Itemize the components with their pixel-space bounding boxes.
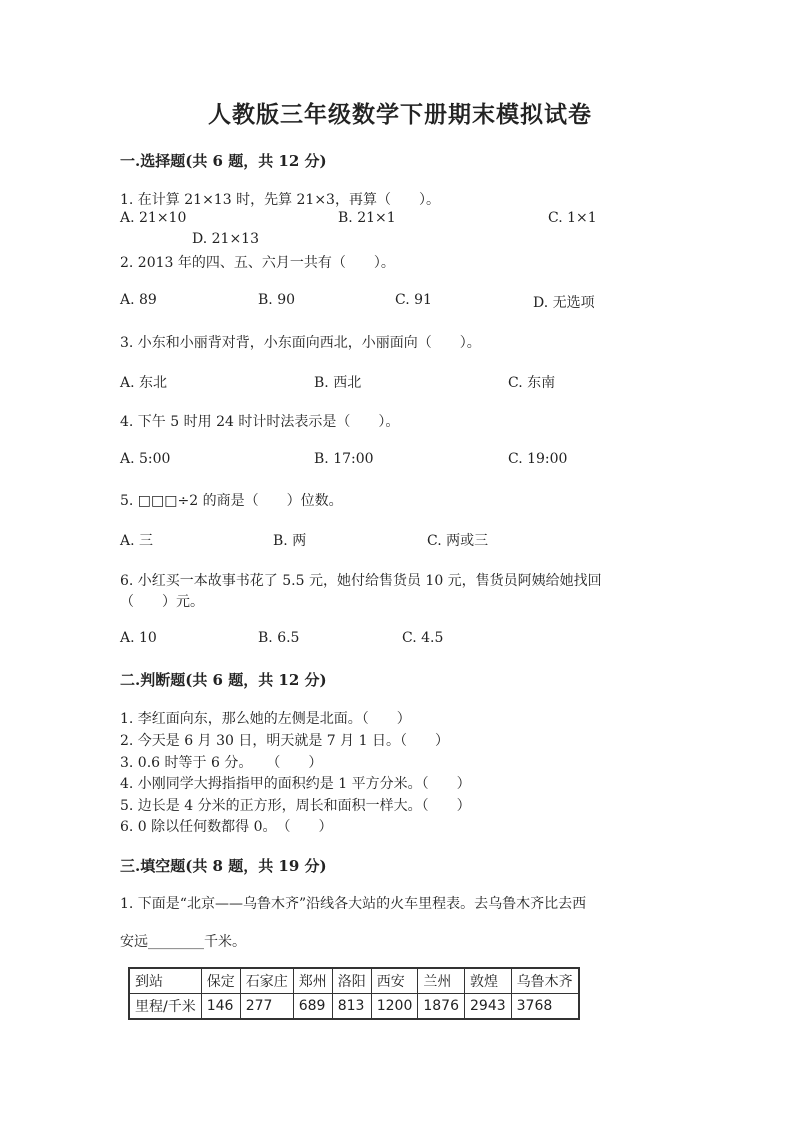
table-cell: 兰州	[418, 968, 465, 994]
question-stem: 4. 下午 5 时用 24 时计时法表示是（ ）。	[120, 414, 400, 430]
table-row-stations	[129, 968, 579, 994]
table-cell: 敦煌	[465, 968, 512, 994]
table-cell: 1200	[371, 994, 418, 1020]
table-row-distances	[129, 994, 579, 1020]
option-b: B. 90	[258, 292, 296, 308]
option-a: A. 89	[120, 292, 157, 308]
table-cell: 813	[332, 994, 371, 1020]
question-stem: 1. 下面是“北京——乌鲁木齐”沿线各大站的火车里程表。去乌鲁木齐比去西	[120, 896, 587, 912]
table-cell: 277	[240, 994, 293, 1020]
option-d: D. 21×13	[192, 231, 259, 247]
question-stem: 2. 2013 年的四、五、六月一共有（ ）。	[120, 255, 395, 271]
option-a: A. 10	[120, 630, 157, 646]
option-a: A. 三	[120, 533, 154, 549]
mileage-table	[128, 967, 580, 1020]
table-cell: 2943	[465, 994, 512, 1020]
option-b: B. 6.5	[258, 630, 300, 646]
option-c: C. 1×1	[548, 210, 597, 226]
question-stem-continued: 安远________千米。	[120, 934, 246, 950]
table-cell: 3768	[511, 994, 579, 1020]
option-a: A. 东北	[120, 375, 168, 391]
judgement-item: 4. 小刚同学大拇指指甲的面积约是 1 平方分米。（ ）	[120, 776, 471, 792]
option-b: B. 西北	[314, 375, 362, 391]
section-heading-judgement: 二.判断题(共 6 题，共 12 分)	[120, 671, 327, 689]
question-stem: 1. 在计算 21×13 时，先算 21×3，再算（ ）。	[120, 192, 440, 208]
option-a: A. 5:00	[120, 451, 171, 467]
question-stem: 6. 小红买一本故事书花了 5.5 元，她付给售货员 10 元，售货员阿姨给她找回	[120, 573, 602, 589]
option-c: C. 两或三	[427, 533, 489, 549]
table-cell: 里程/千米	[129, 994, 201, 1020]
judgement-item: 6. 0 除以任何数都得 0。 （ ）	[120, 819, 333, 835]
table-cell: 石家庄	[240, 968, 293, 994]
section-heading-fill-in: 三.填空题(共 8 题，共 19 分)	[120, 857, 327, 875]
option-c: C. 东南	[508, 375, 556, 391]
option-c: C. 4.5	[402, 630, 444, 646]
table-cell: 689	[293, 994, 332, 1020]
question-stem-continued: （ ）元。	[120, 594, 204, 610]
option-d: D. 无选项	[533, 295, 595, 311]
judgement-item: 3. 0.6 时等于 6 分。 （ ）	[120, 755, 323, 771]
table-cell: 洛阳	[332, 968, 371, 994]
table-cell: 乌鲁木齐	[511, 968, 579, 994]
option-b: B. 17:00	[314, 451, 374, 467]
option-c: C. 19:00	[508, 451, 568, 467]
section-heading-choice: 一.选择题(共 6 题，共 12 分)	[120, 152, 327, 170]
table-cell: 西安	[371, 968, 418, 994]
table-cell: 郑州	[293, 968, 332, 994]
judgement-item: 2. 今天是 6 月 30 日，明天就是 7 月 1 日。（ ）	[120, 733, 449, 749]
option-b: B. 21×1	[338, 210, 396, 226]
table-cell: 1876	[418, 994, 465, 1020]
judgement-item: 5. 边长是 4 分米的正方形，周长和面积一样大。（ ）	[120, 798, 471, 814]
option-c: C. 91	[395, 292, 432, 308]
page-title: 人教版三年级数学下册期末模拟试卷	[208, 101, 592, 128]
option-a: A. 21×10	[120, 210, 187, 226]
question-stem: 3. 小东和小丽背对背，小东面向西北，小丽面向（ ）。	[120, 335, 481, 351]
option-b: B. 两	[273, 533, 307, 549]
judgement-item: 1. 李红面向东，那么她的左侧是北面。（ ）	[120, 711, 411, 727]
table-cell: 到站	[129, 968, 201, 994]
table-cell: 保定	[201, 968, 240, 994]
table-cell: 146	[201, 994, 240, 1020]
question-stem: 5. □□□÷2 的商是（ ）位数。	[120, 493, 343, 509]
